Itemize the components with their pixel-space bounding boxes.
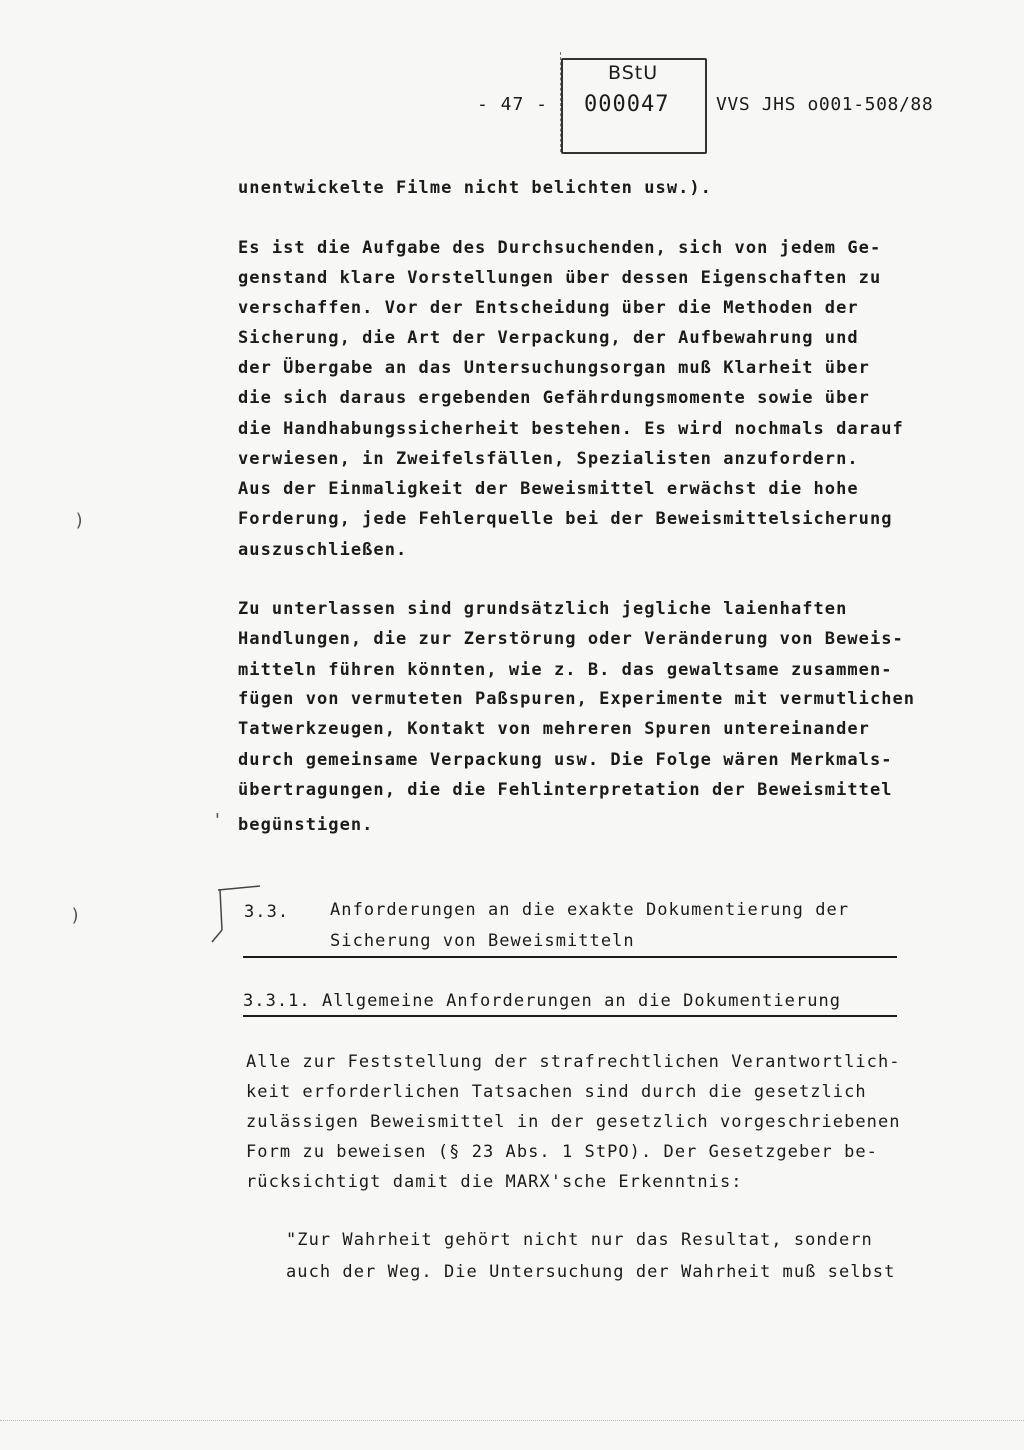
text-line: durch gemeinsame Verpackung usw. Die Folge wären Merkmals-	[238, 750, 893, 770]
text-line: die Handhabungssicherheit bestehen. Es wird nochmals darauf	[238, 419, 904, 439]
text-line: keit erforderlichen Tatsachen sind durch die gesetzlich	[246, 1082, 867, 1102]
text-line: rücksichtigt damit die MARX'sche Erkenntnis:	[246, 1172, 743, 1192]
section-underline	[243, 956, 897, 958]
text-line: Alle zur Feststellung der strafrechtlichen Verantwortlich-	[246, 1052, 901, 1072]
text-line: Es ist die Aufgabe des Durchsuchenden, sich von jedem Ge-	[238, 238, 882, 258]
text-line: der Übergabe an das Untersuchungsorgan muß Klarheit über	[238, 358, 870, 378]
text-line: Forderung, jede Fehlerquelle bei der Beweismittelsicherung	[238, 509, 893, 529]
stamp-agency-label: BStU	[608, 62, 659, 84]
margin-mark: )	[70, 905, 81, 926]
text-line: unentwickelte Filme nicht belichten usw.).	[238, 178, 712, 198]
text-line: verwiesen, in Zweifelsfällen, Spezialisten anzufordern.	[238, 449, 859, 469]
text-line: auszuschließen.	[238, 540, 408, 560]
text-line: verschaffen. Vor der Entscheidung über die Methoden der	[238, 298, 859, 318]
document-reference: VVS JHS o001-508/88	[716, 94, 934, 115]
text-line: fügen von vermuteten Paßspuren, Experimente mit vermutlichen	[238, 689, 916, 709]
text-line: Sicherung, die Art der Verpackung, der Aufbewahrung und	[238, 328, 859, 348]
page-number: - 47 -	[477, 94, 549, 115]
subsection-title: 3.3.1. Allgemeine Anforderungen an die Dokumentierung	[243, 991, 842, 1011]
scan-edge	[0, 1420, 1024, 1423]
section-title-line2: Sicherung von Beweismitteln	[330, 931, 635, 951]
text-line: übertragungen, die die Fehlinterpretation der Beweismittel	[238, 780, 893, 800]
text-line: begünstigen.	[238, 815, 374, 835]
text-line: genstand klare Vorstellungen über dessen Eigenschaften zu	[238, 268, 882, 288]
subsection-underline	[243, 1015, 897, 1017]
text-line: Tatwerkzeugen, Kontakt von mehreren Spuren untereinander	[238, 719, 870, 739]
text-line: Form zu beweisen (§ 23 Abs. 1 StPO). Der Gesetzgeber be-	[246, 1142, 878, 1162]
quote-line: auch der Weg. Die Untersuchung der Wahrheit muß selbst	[286, 1262, 896, 1282]
text-line: Aus der Einmaligkeit der Beweismittel erwächst die hohe	[238, 479, 859, 499]
quote-line: "Zur Wahrheit gehört nicht nur das Resultat, sondern	[286, 1230, 873, 1250]
text-line: zulässigen Beweismittel in der gesetzlich vorgeschriebenen	[246, 1112, 901, 1132]
text-line: Zu unterlassen sind grundsätzlich jegliche laienhaften	[238, 599, 848, 619]
section-number: 3.3.	[244, 902, 290, 922]
text-line: die sich daraus ergebenden Gefährdungsmomente sowie über	[238, 388, 870, 408]
stamp-page-number: 000047	[584, 92, 670, 117]
text-line: Handlungen, die zur Zerstörung oder Veränderung von Beweis-	[238, 629, 904, 649]
margin-mark: )	[74, 510, 85, 531]
text-line: mitteln führen könnten, wie z. B. das gewaltsame zusammen-	[238, 660, 893, 680]
section-title-line1: Anforderungen an die exakte Dokumentierung der	[330, 900, 850, 920]
margin-mark: '	[212, 810, 223, 831]
